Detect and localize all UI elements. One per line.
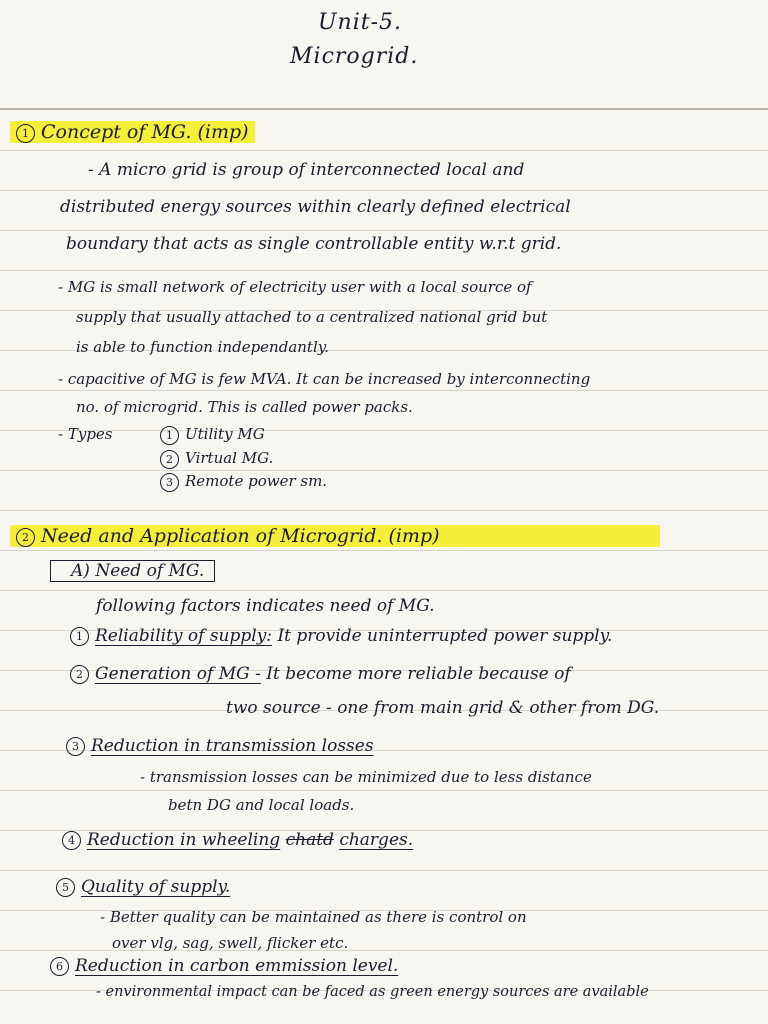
need-intro: following factors indicates need of MG. <box>96 596 435 616</box>
p2-line-3: is able to function independantly. <box>76 338 329 356</box>
page-title: Microgrid. <box>290 44 419 69</box>
need-item-number: 1 <box>70 627 89 646</box>
section-2-heading <box>10 525 660 547</box>
item6-text: - environmental impact can be faced as green energy sources are available <box>96 984 649 1000</box>
type-item <box>160 472 327 492</box>
p2-line-1: - MG is small network of electricity user with a local source of <box>58 278 532 296</box>
sub-heading-a-text: A) Need of MG. <box>50 560 215 582</box>
p2-line-2: supply that usually attached to a centralized national grid but <box>76 308 548 326</box>
need-item-number: 2 <box>70 665 89 684</box>
need-item-number: 4 <box>62 831 81 850</box>
p3-line-2: no. of microgrid. This is called power packs. <box>76 398 413 416</box>
need-item-5 <box>56 877 230 897</box>
header-rule <box>0 108 768 110</box>
need-item-text: It become more reliable because of <box>266 664 571 684</box>
section-1-heading <box>10 121 255 143</box>
need-item-3 <box>66 736 374 756</box>
need-item-text: It provide uninterrupted power supply. <box>277 626 613 646</box>
need-item-head: Reduction in transmission losses <box>91 736 374 756</box>
types-label: - Types <box>58 425 113 443</box>
need-item-tail: charges. <box>339 830 414 850</box>
section-1-title: Concept of MG. (imp) <box>41 121 249 143</box>
need-item-2-continued: two source - one from main grid & other from DG. <box>226 698 660 718</box>
need-item-head: Reduction in carbon emmission level. <box>75 956 399 976</box>
need-item-6 <box>50 956 398 976</box>
unit-heading: Unit-5. <box>318 10 403 35</box>
p3-line-1: - capacitive of MG is few MVA. It can be increased by interconnecting <box>58 370 591 388</box>
item3-text-2: betn DG and local loads. <box>168 796 355 814</box>
item5-text-1: - Better quality can be maintained as there is control on <box>100 908 527 926</box>
type-item <box>160 425 265 445</box>
need-item-head: Reduction in wheeling <box>87 830 281 850</box>
need-item-head: Reliability of supply: <box>95 626 273 646</box>
struck-word: chatd <box>285 830 334 850</box>
section-2-title: Need and Application of Microgrid. (imp) <box>41 525 440 547</box>
type-label: Virtual MG. <box>185 449 274 467</box>
need-item-number: 3 <box>66 737 85 756</box>
need-item-1 <box>70 626 612 646</box>
need-item-number: 6 <box>50 957 69 976</box>
need-item-number: 5 <box>56 878 75 897</box>
section-2-number: 2 <box>16 528 35 547</box>
need-item-4 <box>62 830 413 850</box>
def-line-2: distributed energy sources within clearly defined electrical <box>60 197 571 217</box>
def-line-1: - A micro grid is group of interconnected local and <box>88 160 525 180</box>
need-item-head: Generation of MG - <box>95 664 261 684</box>
item3-text-1: - transmission losses can be minimized due to less distance <box>140 768 592 786</box>
section-1-number: 1 <box>16 124 35 143</box>
type-label: Utility MG <box>185 425 265 443</box>
need-item-2 <box>70 664 571 684</box>
type-number: 1 <box>160 426 179 445</box>
sub-heading-a <box>50 561 215 581</box>
type-item <box>160 449 273 469</box>
type-number: 3 <box>160 473 179 492</box>
def-line-3: boundary that acts as single controllable entity w.r.t grid. <box>66 234 562 254</box>
type-number: 2 <box>160 450 179 469</box>
type-label: Remote power sm. <box>185 472 328 490</box>
need-item-head: Quality of supply. <box>81 877 231 897</box>
item5-text-2: over vlg, sag, swell, flicker etc. <box>112 934 349 952</box>
